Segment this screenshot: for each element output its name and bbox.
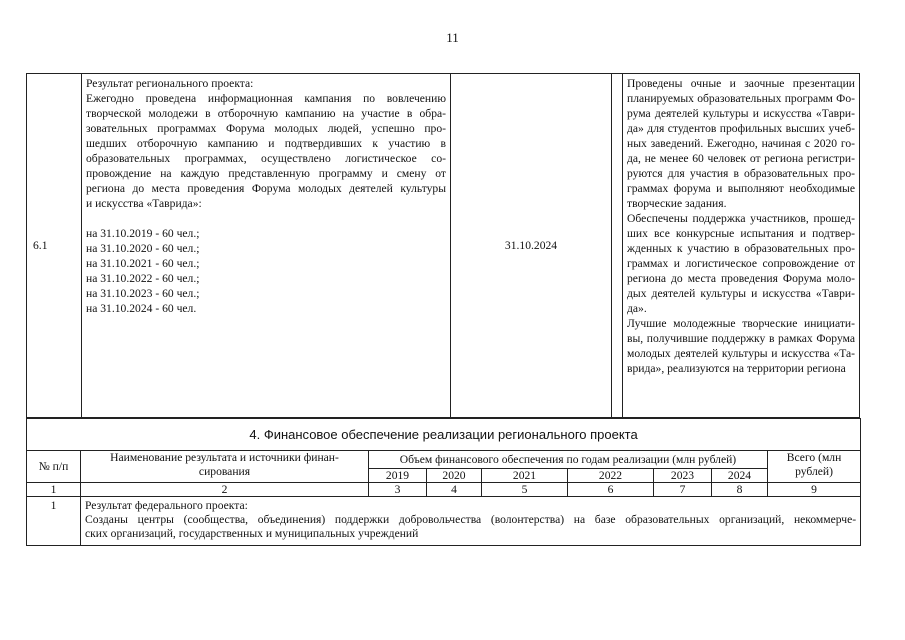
target-item: на 31.10.2024 - 60 чел. xyxy=(86,302,197,315)
target-item: на 31.10.2020 - 60 чел.; xyxy=(86,242,200,255)
column-index: 7 xyxy=(654,483,712,497)
result-description xyxy=(82,74,451,418)
result-line: Лучшие молодежные творческие инициати- xyxy=(627,317,855,330)
result-line: ших все конкурсные испытания и подтвер- xyxy=(627,227,855,240)
description-line: образовательных программах, осуществлено логистическое со- xyxy=(86,152,446,165)
table-row xyxy=(27,74,860,418)
result-line: Обеспечены поддержка участников, прошед- xyxy=(627,212,855,225)
row-number: 1 xyxy=(27,497,81,546)
target-item: на 31.10.2022 - 60 чел.; xyxy=(86,272,200,285)
page-number: 11 xyxy=(446,30,459,45)
result-line: творческие задания. xyxy=(627,197,727,210)
result-line: молодых деятелей культуры и искусства «Та- xyxy=(627,347,855,360)
result-text-line: ских организаций, государственных и муниципальных учреждений xyxy=(85,527,419,540)
year-cell: 2022 xyxy=(568,469,654,483)
column-index: 4 xyxy=(427,483,482,497)
result-line: Проведены очные и заочные презентации xyxy=(627,77,855,90)
column-index: 2 xyxy=(81,483,369,497)
description-line: региона до места проведения Форума молодых деятелей культуры xyxy=(86,182,446,195)
column-index: 3 xyxy=(369,483,427,497)
result-line: жденных к участию в образовательных про- xyxy=(627,242,855,255)
empty-cell xyxy=(612,74,623,418)
column-index-row xyxy=(27,483,861,497)
year-cell: 2024 xyxy=(712,469,768,483)
description-line: зовательных программах Форума молодых людей, успешно про- xyxy=(86,122,446,135)
description-line: и искусства «Таврида»: xyxy=(86,197,202,210)
result-line: дых деятелей культуры и искусства «Таври- xyxy=(627,287,855,300)
result-label: Результат федерального проекта: xyxy=(85,499,248,512)
result-line: да». xyxy=(627,302,647,315)
column-index: 6 xyxy=(568,483,654,497)
description-line: провождение на каждую представленную программу и смену от xyxy=(86,167,446,180)
result-line: граммах и логистическое сопровождение от xyxy=(627,257,855,270)
table-header-row xyxy=(27,451,861,469)
table-row xyxy=(27,497,861,546)
result-text-line: Созданы центры (сообщества, объединения) поддержки добровольчества (волонтерства) на базе образовательных организаций, некоммерче- xyxy=(85,513,857,526)
year-cell: 2023 xyxy=(654,469,712,483)
result-line: вы, получившие поддержку в рамках Форума xyxy=(627,332,855,345)
result-line: рума деятелей культуры и искусства «Таври- xyxy=(627,107,855,120)
results-table xyxy=(26,73,860,418)
financing-table xyxy=(26,418,861,546)
description-line: шедших отборочную кампанию и подтвердивших к участию в xyxy=(86,137,446,150)
result-line: граммах форума и выполняют необходимые xyxy=(627,182,855,195)
deadline-date: 31.10.2024 xyxy=(451,74,612,418)
result-characteristic xyxy=(623,74,860,418)
column-index: 8 xyxy=(712,483,768,497)
column-index: 1 xyxy=(27,483,81,497)
description-line: творческой молодежи в отборочную кампанию на участие в обра- xyxy=(86,107,446,120)
description-line: Результат регионального проекта: xyxy=(86,77,254,90)
header-volume: Объем финансового обеспечения по годам реализации (млн рублей) xyxy=(369,451,768,469)
federal-result-text xyxy=(81,497,861,546)
result-line: врида», реализуются на территории региона xyxy=(627,362,846,375)
year-cell: 2021 xyxy=(482,469,568,483)
target-item: на 31.10.2021 - 60 чел.; xyxy=(86,257,200,270)
target-item: на 31.10.2023 - 60 чел.; xyxy=(86,287,200,300)
header-total: Всего (млн рублей) xyxy=(768,451,861,483)
result-line: да, не менее 60 человек от региона регистри- xyxy=(627,152,855,165)
header-number: № п/п xyxy=(27,451,81,483)
result-line: да» для студентов профильных высших учеб- xyxy=(627,122,855,135)
year-cell: 2020 xyxy=(427,469,482,483)
result-line: руются для участия в образовательных про- xyxy=(627,167,855,180)
description-line: Ежегодно проведена информационная кампания по вовлечению xyxy=(86,92,446,105)
result-line: ных заведений. Ежегодно, начиная с 2020 го- xyxy=(627,137,855,150)
row-number: 6.1 xyxy=(27,74,82,418)
section-title: 4. Финансовое обеспечение реализации регионального проекта xyxy=(27,419,861,451)
header-name: Наименование результата и источники финан-сирования xyxy=(81,451,369,483)
result-line: региона до места проведения Форума моло- xyxy=(627,272,855,285)
column-index: 9 xyxy=(768,483,861,497)
target-item: на 31.10.2019 - 60 чел.; xyxy=(86,227,200,240)
column-index: 5 xyxy=(482,483,568,497)
year-cell: 2019 xyxy=(369,469,427,483)
result-line: планируемых образовательных программ Фо- xyxy=(627,92,855,105)
